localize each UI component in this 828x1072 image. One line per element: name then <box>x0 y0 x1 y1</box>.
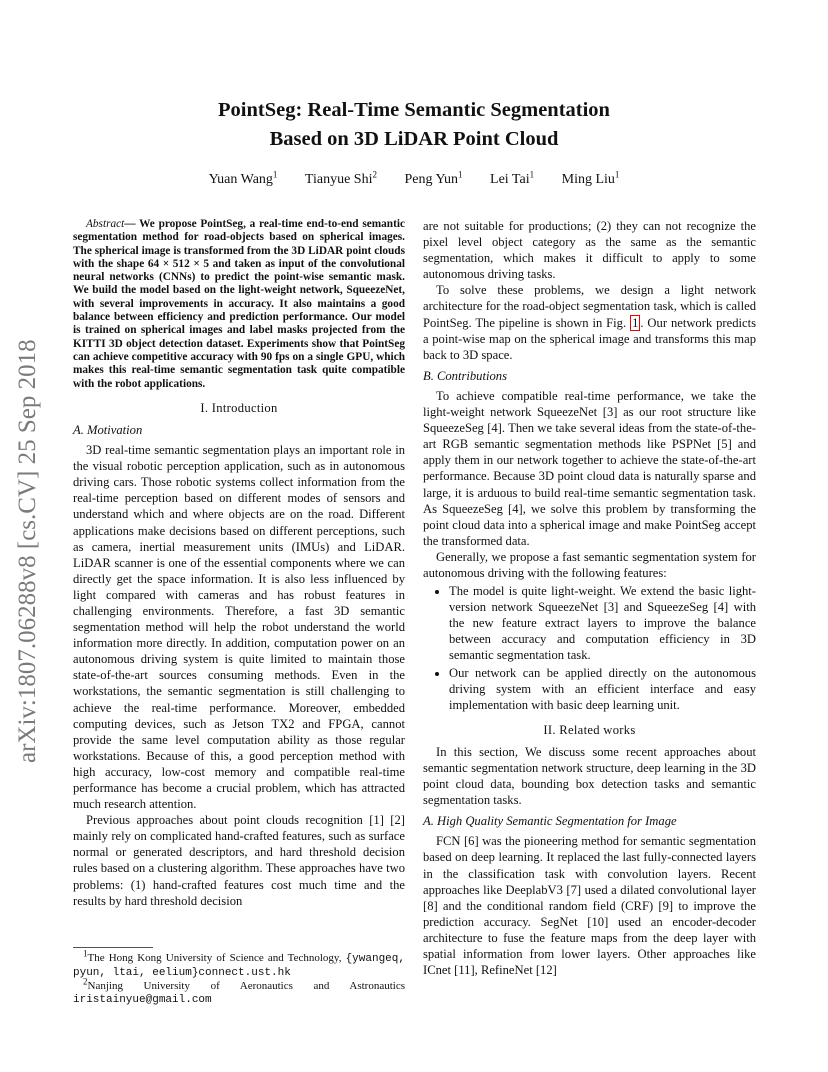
paragraph-contributions-2: Generally, we propose a fast semantic segmentation system for autonomous driving with the following features: <box>423 549 756 580</box>
contribution-list <box>423 583 756 713</box>
footnote-2: $^2$Nanjing University of Aeronautics and Astronautics iristainyue@gmail.com <box>73 976 405 1006</box>
paragraph-related-1: In this section, We discuss some recent approaches about semantic segmentation network structure, deep learning in the 3D point cloud data, bounding box detection tasks and semantic segmentation tasks. <box>423 744 756 808</box>
author-4: Lei Tai$^1$ <box>490 169 535 187</box>
subsection-heading-contributions: B. Contributions <box>423 368 507 383</box>
author-1: Yuan Wang$^1$ <box>208 169 278 187</box>
left-column <box>73 218 405 909</box>
title-line-1: PointSeg: Real-Time Semantic Segmentation <box>218 99 610 121</box>
section-heading-introduction: I. Introduction <box>200 400 278 415</box>
arxiv-watermark: arXiv:1807.06288v8 [cs.CV] 25 Sep 2018 <box>14 339 41 763</box>
title-line-2: Based on 3D LiDAR Point Cloud <box>269 128 559 150</box>
right-column <box>423 218 756 978</box>
footnote-1: $^1$The Hong Kong University of Science and Technology, {ywangeq, pyun, ltai, eelium}connect.ust.hk <box>73 948 405 979</box>
author-5: Ming Liu$^1$ <box>561 169 620 187</box>
paragraph-hq-1: FCN [6] was the pioneering method for semantic segmentation based on deep learning. It replaced the last fully-connected layers in the classification task with convolution layers. Recent approaches like DeeplabV3 [7] used a dilated convolutional layer [8] and the conditional random field (CRF) [9] to improve the prediction accuracy. SegNet [10] used an encoder-decoder architecture to fuse the feature maps from the deep layer with spatial information from lower layers. Other approaches like ICnet [11], RefineNet [12] <box>423 834 756 978</box>
list-item: • The model is quite light-weight. We extend the basic light-version network SqueezeNet [3] and SqueezeSeg [4] with the new feature extract layers to improve the balance between accuracy and computation efficiency in 3D semantic segmentation task. <box>449 583 756 663</box>
paper-title <box>0 96 828 154</box>
paragraph-solution: To solve these problems, we design a light network architecture for the road-object segmentation task, which is called PointSeg. The pipeline is shown in Fig. 1 . Our network predicts a point-wise map on the spherical image and transforms this map back to 3D space. <box>423 283 756 362</box>
figure-link[interactable]: 1 <box>632 315 639 330</box>
section-heading-related-works: II. Related works <box>543 722 636 737</box>
abstract: Abstract— We propose PointSeg, a real-time end-to-end semantic segmentation method for road-objects based on spherical images. The spherical image is transformed from the 3D LiDAR point clouds with the shape 64 × 512 × 5 and taken as input of the convolutional neural networks (CNNs) to predict the point-wise semantic mask. We build the model based on the light-weight network, SqueezeNet, with several improvements in accuracy. It also maintains a good balance between efficiency and prediction performance. Our model is trained on spherical images and label masks projected from the KITTI 3D object detection dataset. Experiments show that PointSeg can achieve competitive accuracy with 90 fps on a single GPU, which makes this real-time semantic segmentation task quite compatible with the robot applications. <box>73 218 405 390</box>
subsection-heading-motivation: A. Motivation <box>73 422 143 437</box>
author-list <box>0 169 828 188</box>
paragraph-motivation-1: 3D real-time semantic segmentation plays an important role in the visual robotic perception application, such as in autonomous driving cars. Those robotic systems collect information from the real-time perception based on different modes of sensors and understand which and where objects are on the road. Different applications make decisions based on different perceptions, such as camera, inertial measurement units (IMUs) and LiDAR. LiDAR scanner is one of the essential components where we can directly get the space information. It is also less influenced by light compared with cameras and has robust features in challenging environments. Therefore, a fast 3D semantic segmentation method will help the robot understand the world information more directly. In addition, computation power on an autonomous driving system is quite limited to maintain those state-of-the-art sources consuming methods. Even in the workstations, the semantic segmentation is still challenging to achieve the real-time performance. Moreover, embedded computing devices, such as Jetson TX2 and FPGA, cannot provide the same level computation ability as those regular workstations. Because of this, a good perception method with high accuracy, low-cost memory and compatible real-time performance has become a crucial problem, which has attracted much research attention. <box>73 443 405 812</box>
paragraph-contributions-1: To achieve compatible real-time performance, we take the light-weight network SqueezeNet [3] as our root structure like SqueezeSeg [4]. Then we take several ideas from the state-of-the-art RGB semantic segmentation methods like PSPNet [5] and apply them in our network together to achieve the state-of-the-art performance. Because 3D point cloud data is naturally sparse and large, it is arduous to build real-time semantic segmentation task. As SqueezeSeg [4], we solve this problem by transforming the point cloud data into a spherical image and make PointSeg accept the transformed data. <box>423 388 756 548</box>
footnotes <box>73 939 405 1007</box>
paragraph-intro-continued: are not suitable for productions; (2) they can not recognize the pixel level object category as the same as the semantic segmentation, which makes it difficult to apply to some autonomous driving tasks. <box>423 219 756 282</box>
author-3: Peng Yun$^1$ <box>404 169 463 187</box>
subsection-heading-hq-segmentation: A. High Quality Semantic Segmentation for Image <box>423 814 677 829</box>
author-2: Tianyue Shi$^2$ <box>304 169 377 187</box>
list-item: • Our network can be applied directly on the autonomous driving system with an efficient interface and easy implementation with basic deep learning unit. <box>449 665 756 713</box>
paragraph-motivation-2: Previous approaches about point clouds recognition [1] [2] mainly rely on complicated hand-crafted features, such as surface normal or generated descriptors, and hard threshold decision rules based on a clustering algorithm. These approaches have two problems: (1) hand-crafted features cost much time and the results by hard threshold decision <box>73 813 405 908</box>
